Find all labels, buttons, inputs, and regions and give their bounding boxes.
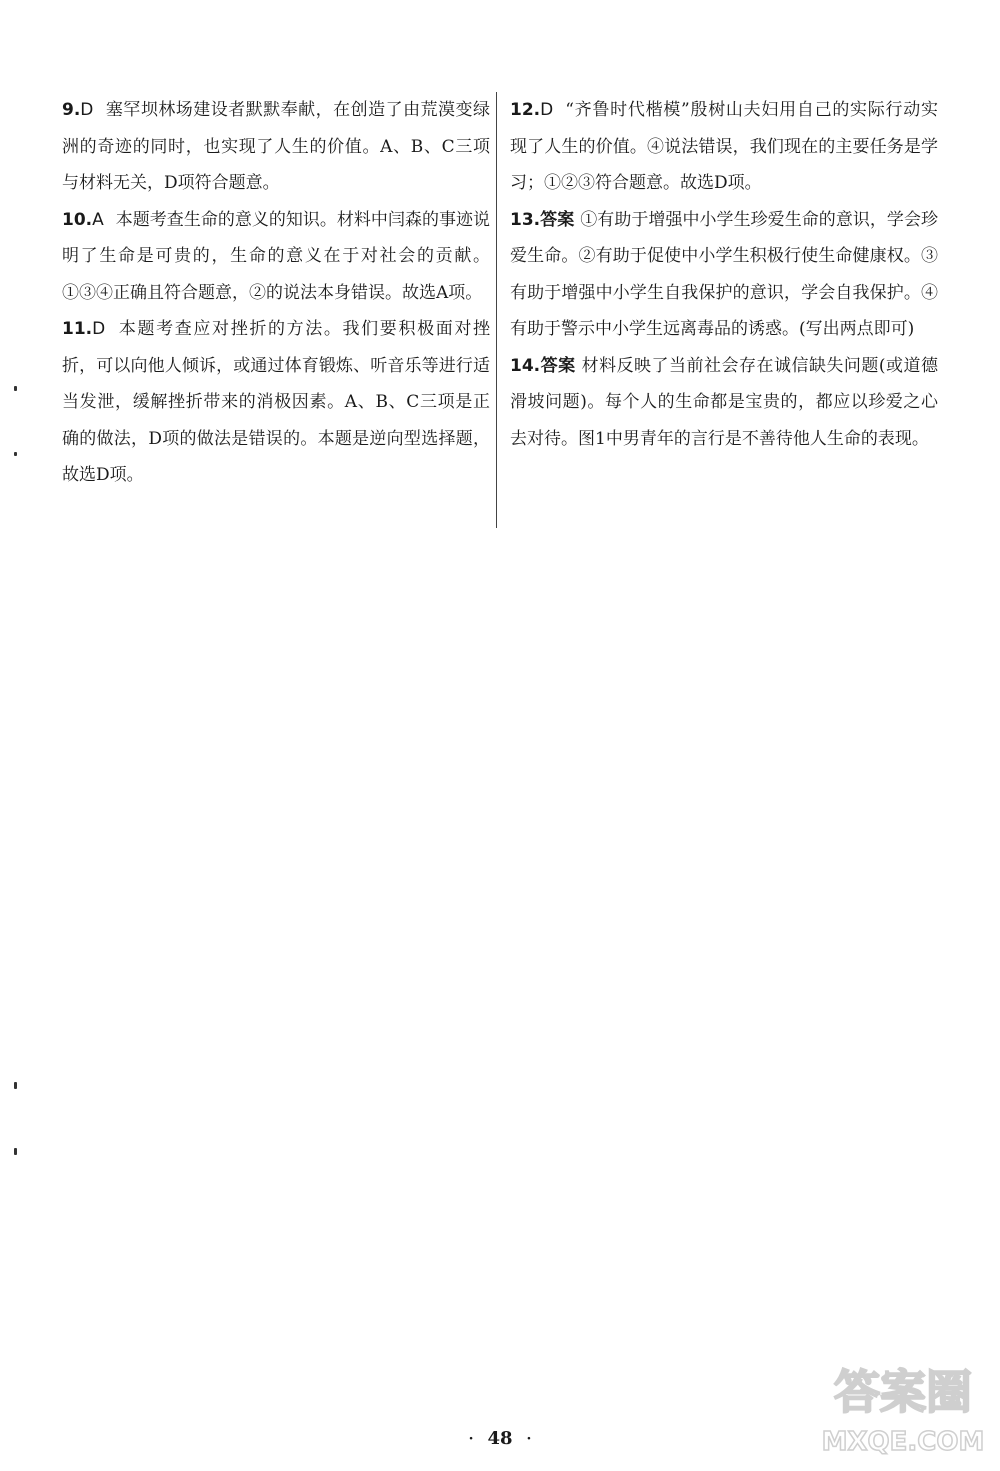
page-dot: · (526, 1431, 532, 1447)
item-number: 11. (62, 319, 93, 339)
item-number: 9. (62, 100, 81, 120)
item-answer: D (540, 100, 554, 120)
item-number: 14. (510, 355, 541, 376)
page-dot: · (468, 1431, 474, 1447)
answer-item-12 (510, 92, 938, 202)
answer-item-14 (510, 348, 938, 458)
item-answer: D (92, 319, 106, 339)
watermark-text: 答案圈 (834, 1365, 972, 1419)
watermark-logo (818, 1350, 988, 1460)
item-explanation: “齐鲁时代楷模”殷树山夫妇用自己的实际行动实现了人生的价值。④说法错误，我们现在的主要任务是学习；①②③符合题意。故选D项。 (510, 100, 938, 193)
scan-mark (14, 1148, 17, 1155)
left-column (62, 92, 490, 494)
scan-mark (14, 452, 17, 456)
watermark-url: MXQE.COM (821, 1427, 985, 1457)
item-explanation: ①有助于增强中小学生珍爱生命的意识，学会珍爱生命。②有助于促使中小学生积极行使生命健康权。③有助于增强中小学生自我保护的意识，学会自我保护。④有助于警示中小学生远离毒品的诱惑。(写出两点即可) (510, 209, 939, 339)
page-number-value: 48 (487, 1428, 513, 1449)
answer-item-13 (510, 202, 938, 348)
item-number: 13. (510, 209, 541, 230)
answer-item-9 (62, 92, 490, 202)
item-explanation: 本题考查应对挫折的方法。我们要积极面对挫折，可以向他人倾诉，或通过体育锻炼、听音乐等进行适当发泄，缓解挫折带来的消极因素。A、B、C三项是正确的做法，D项的做法是错误的。本题是逆向型选择题，故选D项。 (62, 319, 490, 485)
item-answer: A (92, 209, 104, 230)
item-explanation: 材料反映了当前社会存在诚信缺失问题(或道德滑坡问题)。每个人的生命都是宝贵的，都应以珍爱之心去对待。图1中男青年的言行是不善待他人生命的表现。 (510, 355, 938, 449)
item-number: 10. (62, 209, 93, 230)
scan-mark (14, 1082, 17, 1089)
right-column (510, 92, 938, 457)
answer-tag: 答案 (540, 209, 575, 230)
item-explanation: 塞罕坝林场建设者默默奉献，在创造了由荒漠变绿洲的奇迹的同时，也实现了人生的价值。A、B、C三项与材料无关，D项符合题意。 (62, 100, 490, 193)
answer-item-11 (62, 311, 490, 494)
answer-tag: 答案 (540, 355, 576, 376)
column-divider (496, 92, 497, 528)
answer-item-10 (62, 202, 490, 312)
scan-mark (14, 386, 17, 391)
item-explanation: 本题考查生命的意义的知识。材料中闫森的事迹说明了生命是可贵的，生命的意义在于对社会的贡献。①③④正确且符合题意，②的说法本身错误。故选A项。 (62, 209, 490, 303)
item-answer: D (80, 100, 94, 120)
item-number: 12. (510, 100, 541, 120)
